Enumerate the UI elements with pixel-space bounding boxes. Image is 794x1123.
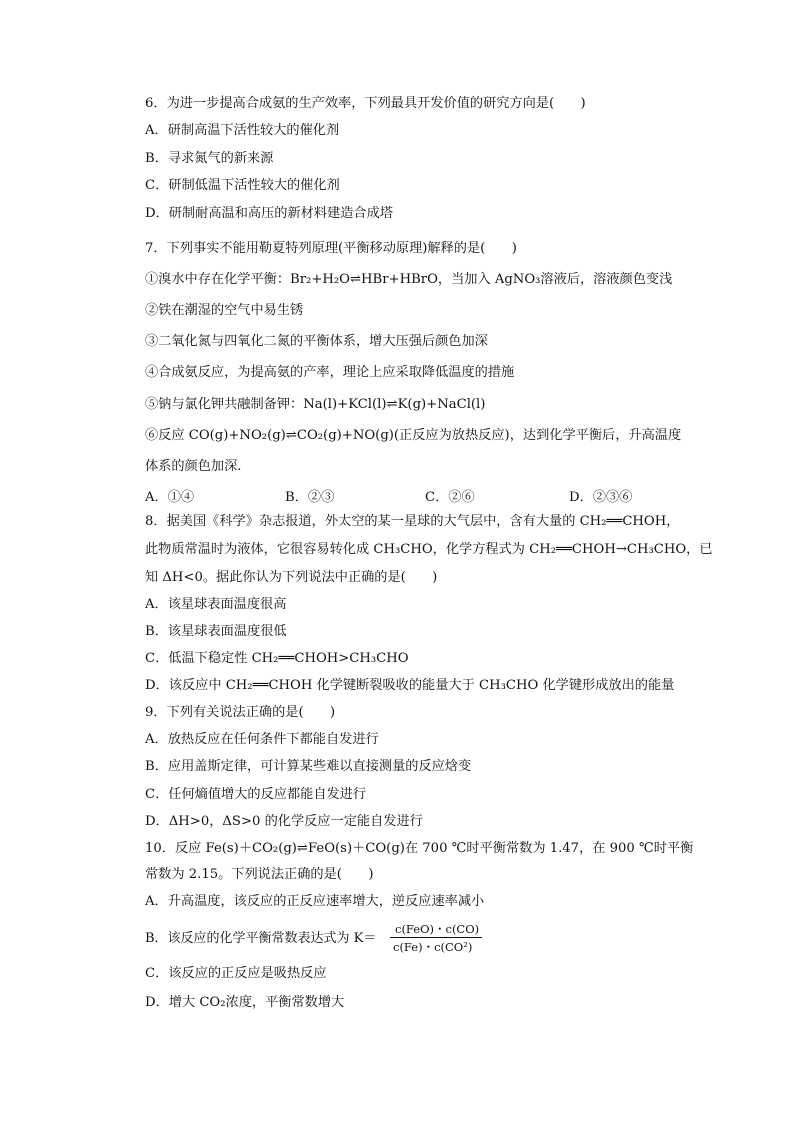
q8-option-b: B．该星球表面温度很低 (145, 624, 287, 639)
q7-fact-2: ②铁在潮湿的空气中易生锈 (145, 303, 304, 318)
q9-option-b: B．应用盖斯定律，可计算某些难以直接测量的反应焓变 (145, 759, 472, 774)
q6-option-d: D．研制耐高温和高压的新材料建造合成塔 (145, 206, 393, 221)
q9-option-d: D．ΔH>0，ΔS>0 的化学反应一定能自发进行 (145, 814, 423, 829)
q10-option-a: A．升高温度，该反应的正反应速率增大，逆反应速率减小 (145, 894, 485, 909)
q7-option-c: C．②⑥ (425, 490, 475, 505)
q10-option-c: C．该反应的正反应是吸热反应 (145, 966, 327, 981)
fraction-bar (390, 937, 482, 938)
q7-fact-6: ⑥反应 CO(g)+NO₂(g)⇌CO₂(g)+NO(g)(正反应为放热反应)，达到化学平衡后，升高温度 (145, 428, 682, 443)
q7-fact-1: ①溴水中存在化学平衡：Br₂+H₂O⇌HBr+HBrO，当加入 AgNO₃溶液后，溶液颜色变浅 (145, 272, 673, 287)
q7-fact-3: ③二氧化氮与四氧化二氮的平衡体系，增大压强后颜色加深 (145, 334, 488, 349)
q7-option-b: B．②③ (285, 490, 335, 505)
q10-option-d: D．增大 CO₂浓度，平衡常数增大 (145, 995, 345, 1010)
q8-stem-line-2: 此物质常温时为液体，它很容易转化成 CH₃CHO，化学方程式为 CH₂══CHOH→CH₃CHO，已 (145, 542, 713, 557)
q6-stem: 6．为进一步提高合成氨的生产效率，下列最具开发价值的研究方向是( ) (145, 96, 586, 111)
q7-option-d: D．②③⑥ (569, 490, 633, 505)
q9-option-c: C．任何熵值增大的反应都能自发进行 (145, 787, 367, 802)
q6-option-b: B．寻求氮气的新来源 (145, 151, 274, 166)
q6-option-c: C．研制低温下活性较大的催化剂 (145, 178, 340, 193)
q10-option-b (145, 921, 505, 957)
q8-option-a: A．该星球表面温度很高 (145, 597, 287, 612)
q10-stem-line-2: 常数为 2.15。下列说法正确的是( ) (145, 867, 374, 882)
q9-stem: 9．下列有关说法正确的是( ) (145, 705, 336, 720)
q7-fact-4: ④合成氨反应，为提高氨的产率，理论上应采取降低温度的措施 (145, 365, 515, 380)
q10-stem-line-1: 10．反应 Fe(s)＋CO₂(g)⇌FeO(s)＋CO(g)在 700 ℃时平衡常数为 1.47，在 900 ℃时平衡 (145, 841, 694, 856)
q9-option-a: A．放热反应在任何条件下都能自发进行 (145, 732, 379, 747)
q8-option-c: C．低温下稳定性 CH₂══CHOH>CH₃CHO (145, 651, 409, 666)
q7-fact-6-cont: 体系的颜色加深. (145, 459, 242, 474)
q7-option-a: A．①④ (145, 490, 195, 505)
q10-option-b-numerator: c(FeO)・c(CO) (395, 922, 480, 936)
q10-option-b-label: B．该反应的化学平衡常数表达式为 K＝ (145, 931, 377, 946)
q6-option-a: A．研制高温下活性较大的催化剂 (145, 123, 340, 138)
q10-option-b-denominator: c(Fe)・c(CO²) (393, 940, 473, 954)
q8-option-d: D．该反应中 CH₂══CHOH 化学键断裂吸收的能量大于 CH₃CHO 化学键形成放出的能量 (145, 678, 675, 693)
q7-fact-5: ⑤钠与氯化钾共融制备钾：Na(l)+KCl(l)⇌K(g)+NaCl(l) (145, 397, 486, 412)
q7-stem: 7．下列事实不能用勒夏特列原理(平衡移动原理)解释的是( ) (145, 241, 517, 256)
q8-stem-line-3: 知 ΔH<0。据此你认为下列说法中正确的是( ) (145, 570, 438, 585)
q8-stem-line-1: 8．据美国《科学》杂志报道，外太空的某一星球的大气层中，含有大量的 CH₂══CHOH， (145, 514, 680, 529)
